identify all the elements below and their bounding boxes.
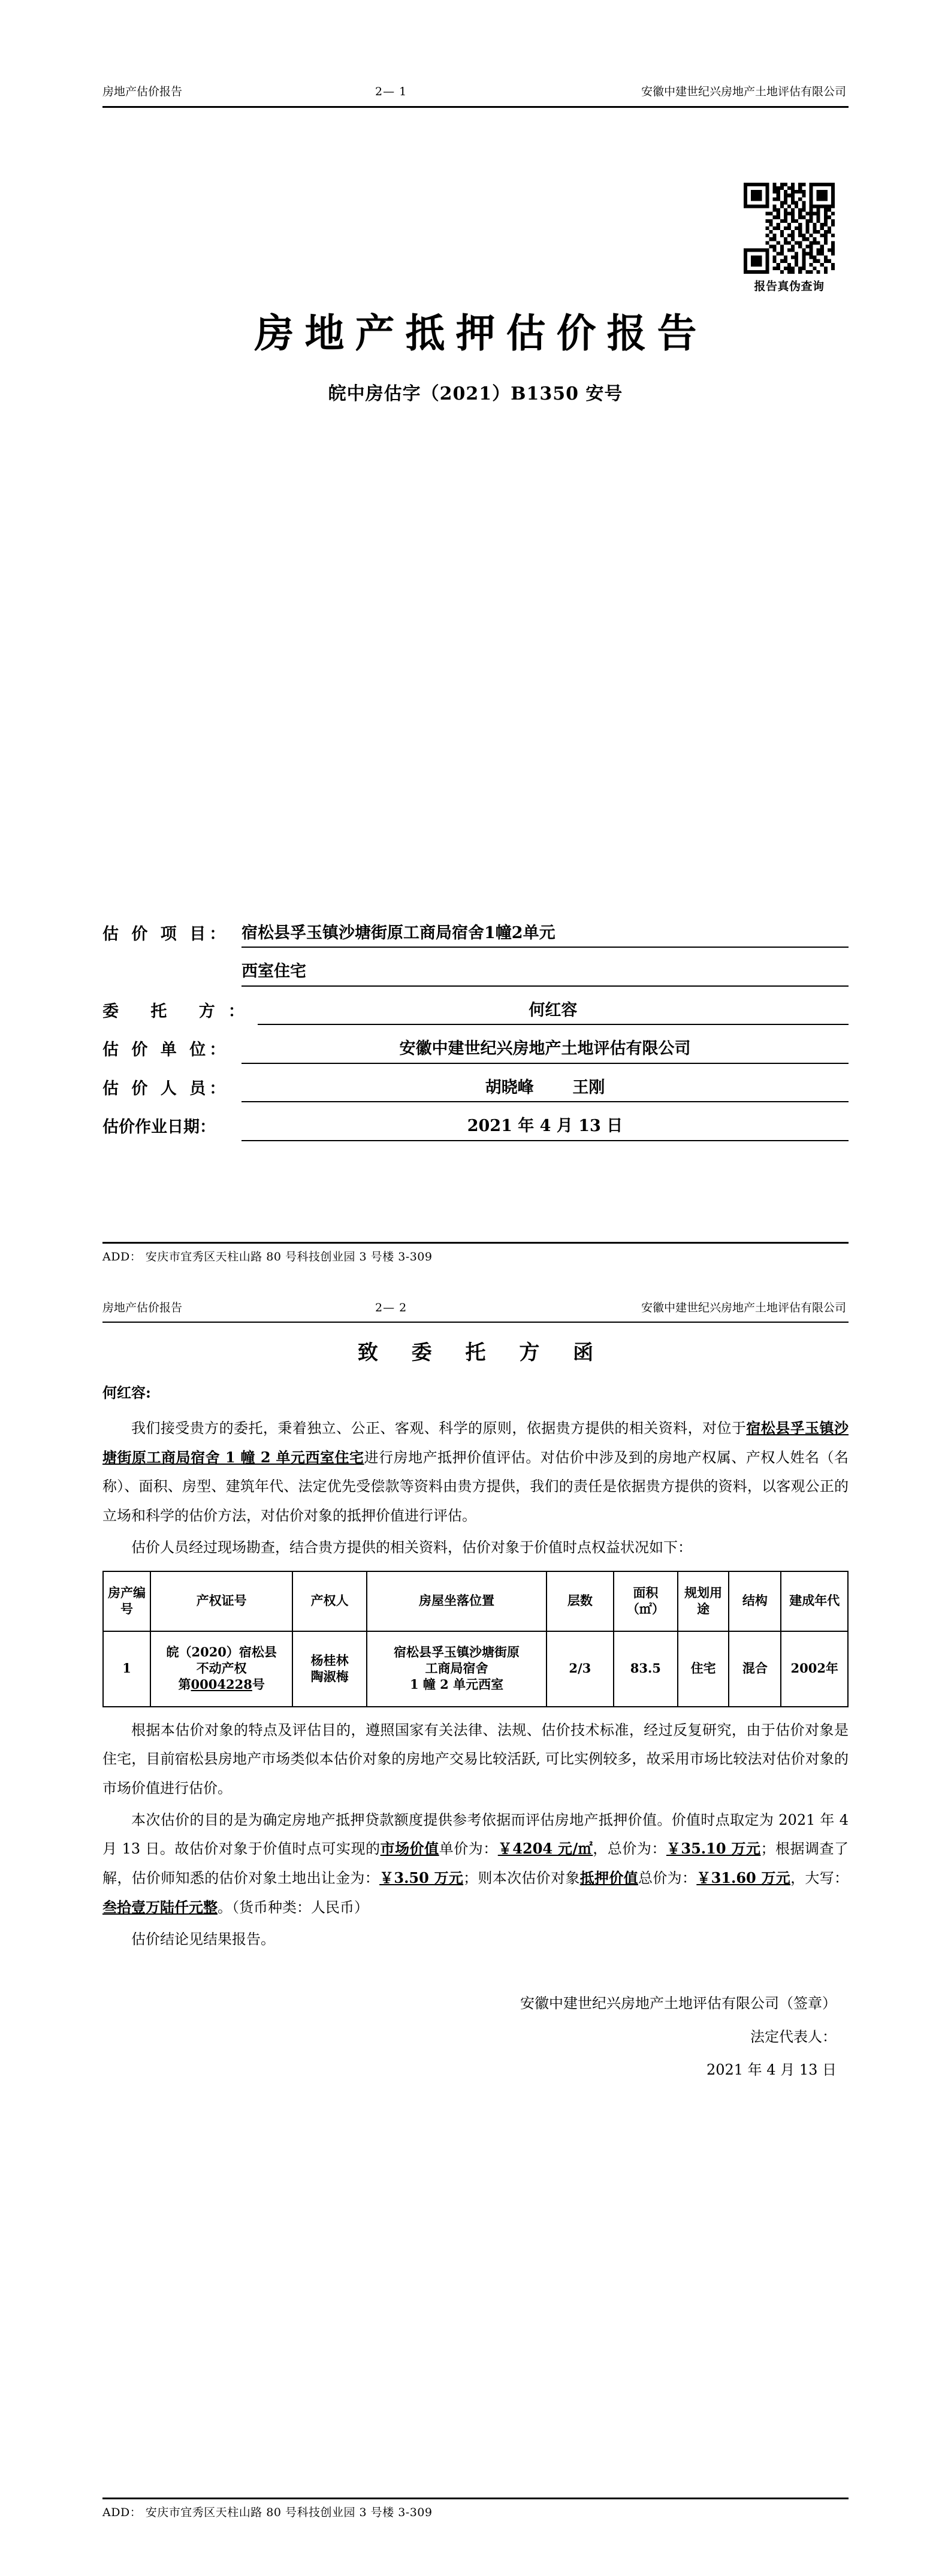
owner-line-1: 杨桂林 — [310, 1652, 349, 1668]
footer-address-page1: ADD： 安庆市宜秀区天柱山路 80 号科技创业园 3 号楼 3-309 — [102, 1250, 433, 1263]
field-client-label: 委 托 方： — [102, 1002, 258, 1021]
th-structure: 结构 — [729, 1571, 781, 1631]
header-rule-2 — [102, 1322, 849, 1323]
th-area — [614, 1571, 678, 1631]
table-row — [103, 1631, 848, 1707]
p4-amount-words: 叁拾壹万陆仟元整 — [102, 1898, 218, 1916]
field-firm — [102, 1038, 849, 1063]
field-date-value[interactable]: 2021 年 4 月 13 日 — [241, 1115, 849, 1141]
td-area: 83.5 — [614, 1631, 678, 1707]
running-header-page1 — [102, 78, 849, 105]
addr-line-1: 宿松县孚玉镇沙塘街原 — [394, 1644, 520, 1660]
cert-line-2: 不动产权 — [196, 1661, 247, 1676]
p4-seg7: ，大写： — [790, 1870, 849, 1887]
th-area-line2: （㎡） — [626, 1601, 665, 1616]
addr-line-3: 1 幢 2 单元西室 — [409, 1677, 504, 1692]
footer-page2 — [0, 2497, 951, 2520]
report-title: 房地产抵押估价报告 — [254, 310, 708, 356]
footer-page1 — [0, 1241, 951, 1264]
paragraph-4 — [102, 1806, 849, 1922]
cert-prefix: 第 — [178, 1677, 191, 1692]
field-client — [102, 1000, 849, 1025]
field-project-value[interactable]: 宿松县孚玉镇沙塘街原工商局宿舍1幢2单元 — [241, 923, 849, 948]
page-number-2: 2— 2 — [375, 1301, 407, 1314]
cert-line-3 — [152, 1677, 291, 1693]
qr-block — [732, 183, 846, 294]
salutation: 何红容: — [102, 1384, 151, 1401]
th-year: 建成年代 — [781, 1571, 848, 1631]
signature-firm: 安徽中建世纪兴房地产土地评估有限公司（签章） — [520, 1995, 837, 2012]
table-header-row — [103, 1571, 848, 1631]
td-use: 住宅 — [678, 1631, 729, 1707]
p1-subject: 宿松县孚玉镇沙塘街原工商局宿舍 1 幢 2 单元西室住宅 — [102, 1419, 849, 1466]
running-header-company-2: 安徽中建世纪兴房地产土地评估有限公司 — [641, 1301, 846, 1314]
field-project — [102, 923, 849, 948]
qr-caption: 报告真伪查询 — [754, 280, 825, 293]
p4-seg8: 。（货币种类：人民币） — [218, 1898, 369, 1916]
th-floors: 层数 — [547, 1571, 614, 1631]
p4-seg2: 单价为： — [439, 1840, 498, 1858]
field-appraisers — [102, 1077, 849, 1102]
field-firm-value[interactable]: 安徽中建世纪兴房地产土地评估有限公司 — [241, 1038, 849, 1063]
cover-page — [0, 78, 951, 108]
cover-fields — [102, 923, 849, 1141]
p4-seg1: 本次估价的目的是为确定房地产抵押贷款额度提供参考依据而评估房地产抵押价值。价值时点取定为 2021 年 4 月 13 日。故估价对象于价值时点可实现的 — [102, 1811, 849, 1858]
p1-seg2: 进行房地产抵押价值评估。对估价中涉及到的房地产权属、产权人姓名（名称）、面积、房型、建筑年代、法定优先受偿款等资料由贵方提供，我们的责任是依据贵方提供的资料，以客观公正的立场和科学的估价方法，对估价对象的抵押价值进行评估。 — [102, 1449, 849, 1525]
field-appraisers-value[interactable] — [241, 1077, 849, 1102]
p4-market-value-label: 市场价值 — [380, 1840, 439, 1858]
cert-suffix: 号 — [252, 1677, 265, 1692]
td-owner — [292, 1631, 367, 1707]
field-date — [102, 1115, 849, 1141]
cert-line-1: 皖（2020）宿松县 — [166, 1644, 277, 1660]
paragraph-1 — [102, 1414, 849, 1531]
field-appraisers-label: 估 价 人 员： — [102, 1079, 230, 1098]
p4-seg3: ，总价为： — [593, 1840, 666, 1858]
header-rule — [102, 106, 849, 108]
p4-seg4: ；根据调查了解，估价师知悉的估价对象土地出让金为： — [102, 1840, 849, 1887]
td-property-no: 1 — [103, 1631, 150, 1707]
field-date-label: 估价作业日期： — [102, 1118, 216, 1137]
running-header-title-2: 房地产估价报告 — [102, 1301, 183, 1314]
addr-line-2: 工商局宿舍 — [425, 1661, 488, 1676]
qr-section — [0, 183, 951, 309]
p4-mortgage-value: ￥31.60 万元 — [696, 1869, 791, 1887]
footer-address-page2: ADD： 安庆市宜秀区天柱山路 80 号科技创业园 3 号楼 3-309 — [102, 2506, 433, 2519]
appraiser-2: 王刚 — [572, 1078, 605, 1097]
p4-land-fee: ￥3.50 万元 — [379, 1869, 464, 1887]
appraiser-1: 胡晓峰 — [485, 1078, 534, 1097]
td-year: 2002年 — [781, 1631, 848, 1707]
property-table — [102, 1571, 849, 1707]
letter-title: 致 委 托 方 函 — [357, 1341, 607, 1365]
signature-block — [102, 1987, 849, 2087]
th-property-no: 房产编号 — [103, 1571, 150, 1631]
paragraph-5: 估价结论见结果报告。 — [131, 1930, 275, 1948]
cover-title-section — [0, 309, 951, 405]
signature-date: 2021 年 4 月 13 日 — [706, 2061, 837, 2078]
th-owner: 产权人 — [292, 1571, 367, 1631]
cover-fields-section — [0, 923, 951, 1154]
th-cert-no: 产权证号 — [150, 1571, 292, 1631]
td-structure: 混合 — [729, 1631, 781, 1707]
running-header-page2 — [102, 1294, 849, 1322]
th-use: 规划用途 — [678, 1571, 729, 1631]
p1-seg1: 我们接受贵方的委托，秉着独立、公正、客观、科学的原则，依据贵方提供的相关资料，对位于 — [131, 1420, 747, 1437]
td-cert-no — [150, 1631, 292, 1707]
th-address: 房屋坐落位置 — [367, 1571, 547, 1631]
p4-total-price: ￥35.10 万元 — [666, 1840, 761, 1858]
p4-mortgage-label: 抵押价值 — [579, 1869, 638, 1887]
signature-legal-rep: 法定代表人： — [750, 2028, 837, 2045]
running-header-title: 房地产估价报告 — [102, 85, 183, 98]
p4-seg5: ；则本次估价对象 — [463, 1870, 580, 1887]
field-project-label: 估 价 项 目： — [102, 925, 230, 944]
td-floors: 2/3 — [547, 1631, 614, 1707]
qr-code-icon — [744, 183, 835, 274]
owner-line-2: 陶淑梅 — [310, 1668, 349, 1684]
cert-number: 0004228 — [191, 1677, 252, 1692]
field-firm-label: 估 价 单 位： — [102, 1041, 230, 1060]
report-subtitle: 皖中房估字（2021）B1350 安号 — [328, 383, 623, 404]
td-address — [367, 1631, 547, 1707]
p4-seg6: 总价为： — [638, 1870, 697, 1887]
paragraph-2: 估价人员经过现场勘查，结合贵方提供的相关资料，估价对象于价值时点权益状况如下： — [131, 1538, 692, 1556]
running-header-company: 安徽中建世纪兴房地产土地评估有限公司 — [641, 85, 846, 98]
page-number: 2— 1 — [375, 85, 407, 98]
letter-page — [0, 1294, 951, 2087]
field-client-value[interactable]: 何红容 — [258, 1000, 849, 1025]
field-project-value-cont[interactable]: 西室住宅 — [241, 961, 849, 986]
th-area-line1: 面积 — [633, 1585, 659, 1600]
paragraph-3: 根据本估价对象的特点及评估目的，遵照国家有关法律、法规、估价技术标准，经过反复研究，由于估价对象是住宅，目前宿松县房地产市场类似本估价对象的房地产交易比较活跃, 可比实例较多，故采用市场比较法对估价对象的市场价值进行估价。 — [102, 1721, 849, 1797]
p4-unit-price: ￥4204 元/㎡ — [497, 1840, 593, 1858]
